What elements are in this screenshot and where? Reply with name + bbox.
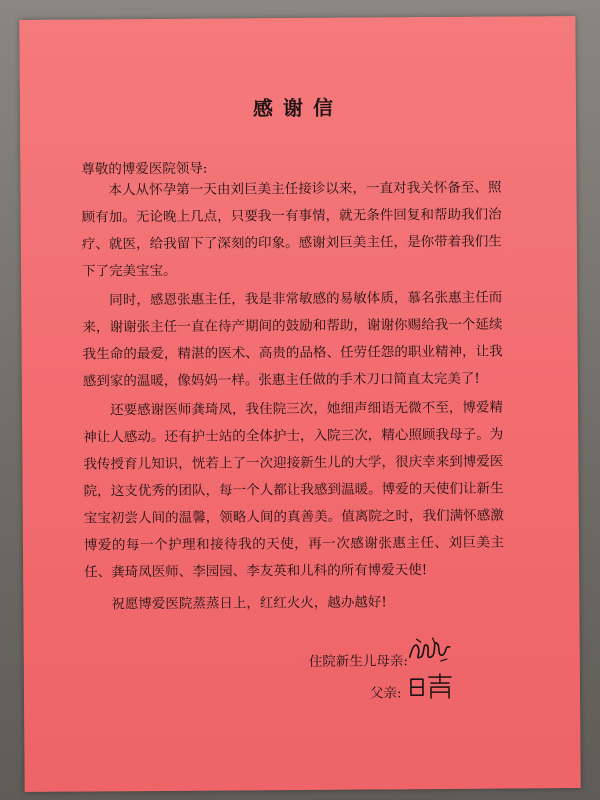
handwritten-signature-father — [407, 671, 457, 701]
letter-paragraph-3: 还要感谢医师龚琦凤，我住院三次，她细声细语无微不至，博爱精神让人感动。还有护士站的全体护士，入院三次，精心照顾我母子。为我传授育儿知识，恍若上了一次迎接新生儿的大学，很庆幸来到博爱医院，这支优秀的团队，每一个人都让我感到温暖。博爱的天使们让新生宝宝初尝人间的温馨，领略人间的真善美。值离院之时，我们满怀感激博爱的每一个护理和接待我的天使，再一次感谢张惠主任、刘巨美主任、龚琦凤医师、李园园、李友英和儿科的所有博爱天使! — [83, 399, 505, 581]
handwritten-signature-mother — [407, 635, 453, 665]
letter-title: 感谢信 — [252, 95, 344, 121]
letter-paragraph-1: 本人从怀孕第一天由刘巨美主任接诊以来，一直对我关怀备至、照顾有加。无论晚上几点，只要我一有事情，就无条件回复和帮助我们治疗、就医，给我留下了深刻的印象。感谢刘巨美主任，是你带着我们生下了完美宝宝。 — [81, 179, 502, 280]
signature-mother-label: 住院新生儿母亲: — [308, 653, 408, 670]
letter-paper — [19, 16, 580, 792]
letter-paragraph-2: 同时，感恩张惠主任，我是非常敏感的易敏体质，慕名张惠主任而来，谢谢张主任一直在待产期间的鼓励和帮助，谢谢你赐给我一个延续我生命的最爱，精湛的医术、高贵的品格、任劳任怨的职业精神，让我感到家的温暖，像妈妈一样。张惠主任做的手术刀口简直太完美了! — [82, 289, 503, 390]
letter-greeting: 尊敬的博爱医院领导: — [81, 160, 208, 178]
letter-paragraph-4: 祝愿博爱医院蒸蒸日上，红红火火，越办越好! — [111, 594, 387, 613]
signature-father-label: 父亲: — [369, 685, 402, 702]
